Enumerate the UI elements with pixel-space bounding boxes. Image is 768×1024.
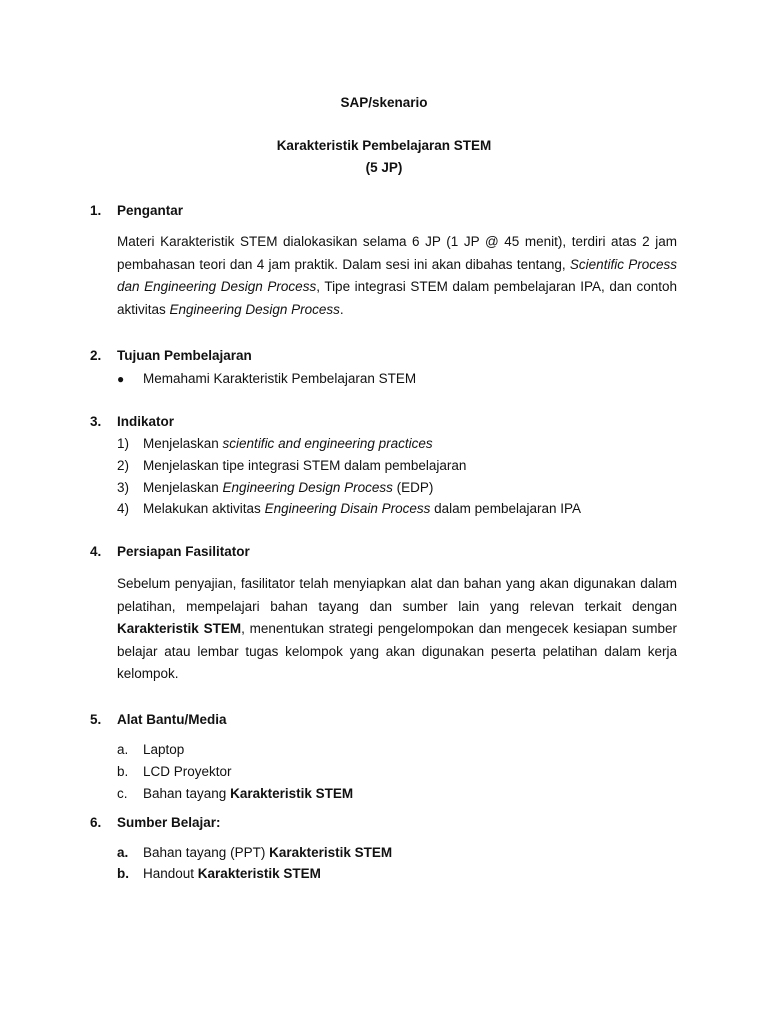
text-run: Bahan tayang — [143, 786, 231, 801]
bold-run: Karakteristik STEM — [269, 845, 393, 860]
section-heading-alat-bantu — [90, 712, 227, 727]
list-item — [117, 501, 581, 516]
text-run: Laptop — [143, 742, 185, 757]
text-run: dalam pembelajaran IPA — [430, 501, 581, 516]
italic-run: scientific and engineering practices — [222, 436, 433, 451]
text-run: Bahan tayang (PPT) — [143, 845, 270, 860]
document-title: SAP/skenario — [340, 95, 428, 110]
section-title: Tujuan Pembelajaran — [117, 348, 252, 363]
list-item — [117, 436, 433, 451]
bold-run: Karakteristik STEM — [230, 786, 354, 801]
italic-run: Engineering Design Process — [169, 301, 340, 317]
list-marker: 4) — [117, 501, 130, 516]
text-run: Menjelaskan tipe integrasi STEM dalam pembelajaran — [143, 458, 467, 473]
section-heading-tujuan — [90, 348, 252, 363]
section-title: Pengantar — [117, 203, 184, 218]
section-title: Persiapan Fasilitator — [117, 544, 250, 559]
text-run: Menjelaskan — [143, 436, 223, 451]
section-number: 2. — [90, 348, 102, 363]
bold-run: Karakteristik STEM — [117, 621, 242, 636]
section-title: Indikator — [117, 414, 175, 429]
text-run: Melakukan aktivitas — [143, 501, 265, 516]
text-run: Materi Karakteristik STEM dialokasikan selama 6 JP (1 JP @ 45 menit), terdiri atas 2 jam pembahasan teori dan 4 jam praktik. Dalam sesi ini akan dibahas tentang, — [117, 234, 677, 272]
list-item — [117, 480, 433, 495]
text-run: Handout — [143, 866, 198, 881]
italic-run: Engineering Disain Process — [264, 501, 431, 516]
list-item — [117, 742, 184, 757]
section-title: Sumber Belajar: — [117, 815, 221, 830]
section-number: 6. — [90, 815, 102, 830]
section-number: 1. — [90, 203, 102, 218]
list-marker: 1) — [117, 436, 130, 451]
text-run: . — [339, 301, 344, 317]
list-item — [117, 371, 416, 386]
document-subtitle: Karakteristik Pembelajaran STEM — [276, 138, 492, 153]
document-duration: (5 JP) — [365, 160, 403, 175]
section-title: Alat Bantu/Media — [117, 712, 227, 727]
text-run: , menentukan strategi pengelompokan dan mengecek kesiapan sumber belajar atau lembar tugas kelompok yang akan digunakan peserta pelatihan dalam kerja kelompok. — [117, 621, 677, 681]
list-item-text: Memahami Karakteristik Pembelajaran STEM — [143, 371, 417, 386]
list-marker: b. — [117, 764, 129, 779]
list-item — [117, 786, 353, 801]
italic-run: Scientific Process dan Engineering Design Process — [117, 256, 677, 294]
list-item — [117, 866, 321, 881]
list-marker: 3) — [117, 480, 130, 495]
text-run: Menjelaskan — [143, 480, 223, 495]
section-number: 4. — [90, 544, 102, 559]
list-item — [117, 458, 466, 473]
section-heading-pengantar — [90, 203, 183, 218]
text-run: LCD Proyektor — [143, 764, 232, 779]
list-marker: b. — [117, 866, 129, 881]
text-run: , Tipe integrasi STEM dalam pembelajaran IPA, dan contoh aktivitas — [117, 279, 677, 317]
text-run: Sebelum penyajian, fasilitator telah menyiapkan alat dan bahan yang akan digunakan dalam pelatihan, mempelajari bahan tayang dan sumber lain yang relevan terkait dengan — [117, 576, 677, 614]
section-heading-indikator — [90, 414, 174, 429]
bold-run: Karakteristik STEM — [197, 866, 321, 881]
list-item — [117, 764, 232, 779]
section-heading-persiapan — [90, 544, 250, 559]
section-number: 5. — [90, 712, 102, 727]
list-marker: 2) — [117, 458, 130, 473]
list-marker: c. — [117, 786, 128, 801]
italic-run: Engineering Design Process — [222, 480, 393, 495]
section-number: 3. — [90, 414, 102, 429]
list-marker: a. — [117, 845, 129, 860]
paragraph-persiapan — [117, 573, 677, 686]
list-item — [117, 845, 392, 860]
list-marker: a. — [117, 742, 129, 757]
text-run: (EDP) — [392, 480, 434, 495]
section-heading-sumber — [90, 815, 221, 830]
paragraph-pengantar — [117, 231, 677, 321]
bullet-icon: ● — [117, 372, 125, 386]
